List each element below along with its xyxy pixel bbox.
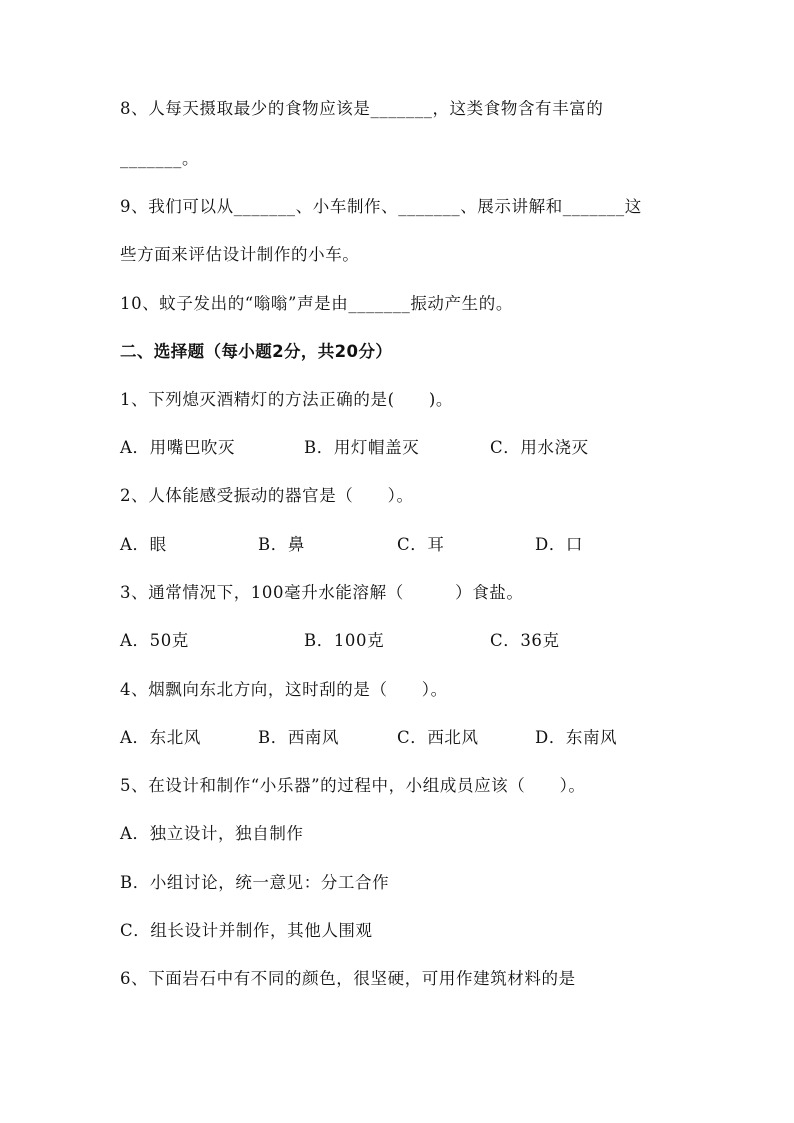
choice-2-option-b: B．鼻: [258, 535, 305, 554]
choice-2-option-d: D．口: [535, 535, 584, 554]
choice-1-option-b: B．用灯帽盖灭: [304, 438, 420, 457]
choice-4-option-a: A．东北风: [120, 728, 201, 747]
choice-question-6: 6、下面岩石中有不同的颜色，很坚硬，可用作建筑材料的是: [120, 969, 576, 988]
question-9-line1: 9、我们可以从_______、小车制作、_______、展示讲解和_______这: [120, 197, 642, 216]
choice-3-option-a: A．50克: [120, 631, 189, 650]
choice-3-option-b: B．100克: [304, 631, 385, 650]
choice-5-option-a: A．独立设计，独自制作: [120, 824, 304, 843]
choice-4-option-b: B．西南风: [258, 728, 340, 747]
choice-3-option-c: C．36克: [490, 631, 560, 650]
choice-4-option-c: C．西北风: [397, 728, 479, 747]
choice-2-option-a: A．眼: [120, 535, 167, 554]
section-2-title: 二、选择题（每小题2分，共20分）: [120, 342, 393, 361]
choice-question-4: 4、烟飘向东北方向，这时刮的是（ ）。: [120, 680, 448, 699]
choice-question-2: 2、人体能感受振动的器官是（ ）。: [120, 486, 414, 505]
choice-2-option-c: C．耳: [397, 535, 445, 554]
choice-question-1: 1、下列熄灭酒精灯的方法正确的是( )。: [120, 390, 453, 409]
choice-4-option-d: D．东南风: [535, 728, 618, 747]
question-9-line2: 些方面来评估设计制作的小车。: [120, 245, 360, 264]
choice-1-option-c: C．用水浇灭: [490, 438, 589, 457]
choice-question-3: 3、通常情况下，100毫升水能溶解（ ）食盐。: [120, 583, 524, 602]
choice-5-option-b: B．小组讨论，统一意见：分工合作: [120, 873, 390, 892]
question-8-line2: _______。: [120, 149, 200, 168]
question-10: 10、蚊子发出的“嗡嗡”声是由_______振动产生的。: [120, 294, 513, 313]
choice-5-option-c: C．组长设计并制作，其他人围观: [120, 921, 373, 940]
choice-question-5: 5、在设计和制作“小乐器”的过程中，小组成员应该（ ）。: [120, 776, 586, 795]
choice-1-option-a: A．用嘴巴吹灭: [120, 438, 236, 457]
question-8-line1: 8、人每天摄取最少的食物应该是_______，这类食物含有丰富的: [120, 99, 604, 118]
